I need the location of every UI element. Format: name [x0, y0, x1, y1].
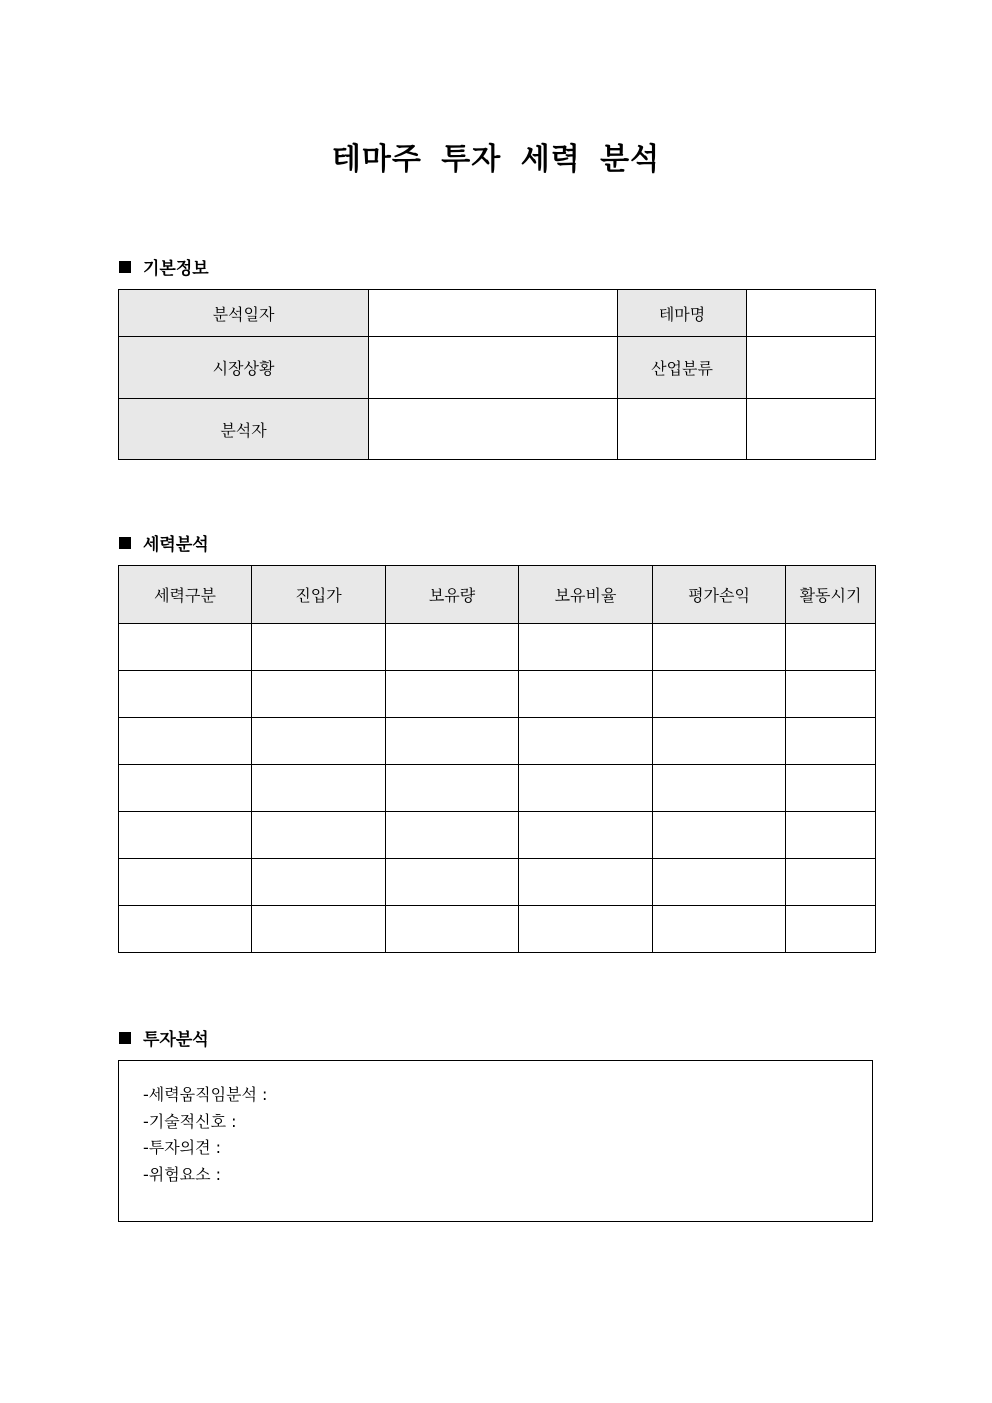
table-cell[interactable]	[786, 859, 876, 906]
table-row	[119, 671, 876, 718]
table-cell[interactable]	[386, 859, 519, 906]
table-cell[interactable]	[786, 906, 876, 953]
table-cell[interactable]	[653, 859, 786, 906]
table-cell[interactable]	[653, 906, 786, 953]
table-row	[119, 624, 876, 671]
table-cell[interactable]	[252, 718, 386, 765]
table-row	[119, 859, 876, 906]
technical-signal-line: -기술적신호 :	[143, 1112, 237, 1131]
table-cell[interactable]	[119, 859, 252, 906]
table-cell[interactable]	[519, 671, 653, 718]
section-heading-label: 투자분석	[143, 1030, 209, 1050]
table-cell[interactable]	[653, 765, 786, 812]
force-analysis-table	[118, 565, 876, 953]
table-cell[interactable]	[653, 718, 786, 765]
force-movement-line: -세력움직임분석 :	[143, 1085, 268, 1104]
table-cell[interactable]	[386, 718, 519, 765]
square-bullet-icon	[119, 261, 131, 273]
table-cell[interactable]	[386, 906, 519, 953]
table-row	[119, 718, 876, 765]
table-cell[interactable]	[119, 812, 252, 859]
table-row	[119, 906, 876, 953]
section-heading-label: 기본정보	[143, 259, 209, 279]
column-header: 세력구분	[119, 566, 252, 624]
investment-analysis-box[interactable]	[118, 1060, 873, 1222]
theme-name-field[interactable]	[747, 290, 876, 337]
table-cell[interactable]	[386, 812, 519, 859]
table-cell[interactable]	[519, 765, 653, 812]
table-cell[interactable]	[786, 624, 876, 671]
table-cell[interactable]	[386, 624, 519, 671]
section-heading-force-analysis	[119, 530, 209, 555]
table-cell[interactable]	[252, 812, 386, 859]
table-cell[interactable]	[119, 718, 252, 765]
market-status-label: 시장상황	[119, 337, 369, 399]
table-cell[interactable]	[786, 671, 876, 718]
table-cell[interactable]	[519, 718, 653, 765]
table-cell[interactable]	[252, 906, 386, 953]
table-cell[interactable]	[252, 859, 386, 906]
table-cell[interactable]	[519, 812, 653, 859]
market-status-field[interactable]	[369, 337, 618, 399]
table-cell[interactable]	[386, 671, 519, 718]
table-cell[interactable]	[119, 765, 252, 812]
section-heading-basic-info	[119, 254, 209, 279]
extra-cell[interactable]	[618, 399, 747, 460]
table-cell[interactable]	[119, 624, 252, 671]
theme-name-label: 테마명	[618, 290, 747, 337]
square-bullet-icon	[119, 1032, 131, 1044]
table-cell[interactable]	[653, 812, 786, 859]
table-cell[interactable]	[519, 859, 653, 906]
section-heading-investment-analysis	[119, 1025, 209, 1050]
table-cell[interactable]	[653, 671, 786, 718]
table-cell[interactable]	[252, 671, 386, 718]
table-cell[interactable]	[252, 765, 386, 812]
table-cell[interactable]	[252, 624, 386, 671]
risk-factor-line: -위험요소 :	[143, 1165, 222, 1184]
column-header: 활동시기	[786, 566, 876, 624]
industry-label: 산업분류	[618, 337, 747, 399]
table-cell[interactable]	[119, 671, 252, 718]
table-cell[interactable]	[519, 906, 653, 953]
analysis-date-field[interactable]	[369, 290, 618, 337]
industry-field[interactable]	[747, 337, 876, 399]
table-cell[interactable]	[786, 718, 876, 765]
table-cell[interactable]	[786, 765, 876, 812]
column-header: 진입가	[252, 566, 386, 624]
table-row	[119, 765, 876, 812]
basic-info-table	[118, 289, 876, 460]
table-row	[119, 812, 876, 859]
column-header: 보유량	[386, 566, 519, 624]
column-header: 평가손익	[653, 566, 786, 624]
table-cell[interactable]	[119, 906, 252, 953]
analyst-label: 분석자	[119, 399, 369, 460]
page-title: 테마주 투자 세력 분석	[331, 142, 661, 177]
table-cell[interactable]	[519, 624, 653, 671]
investment-opinion-line: -투자의견 :	[143, 1138, 222, 1157]
square-bullet-icon	[119, 537, 131, 549]
table-cell[interactable]	[386, 765, 519, 812]
column-header: 보유비율	[519, 566, 653, 624]
analysis-date-label: 분석일자	[119, 290, 369, 337]
table-cell[interactable]	[653, 624, 786, 671]
table-cell[interactable]	[786, 812, 876, 859]
section-heading-label: 세력분석	[143, 535, 209, 555]
extra-cell[interactable]	[747, 399, 876, 460]
analyst-field[interactable]	[369, 399, 618, 460]
